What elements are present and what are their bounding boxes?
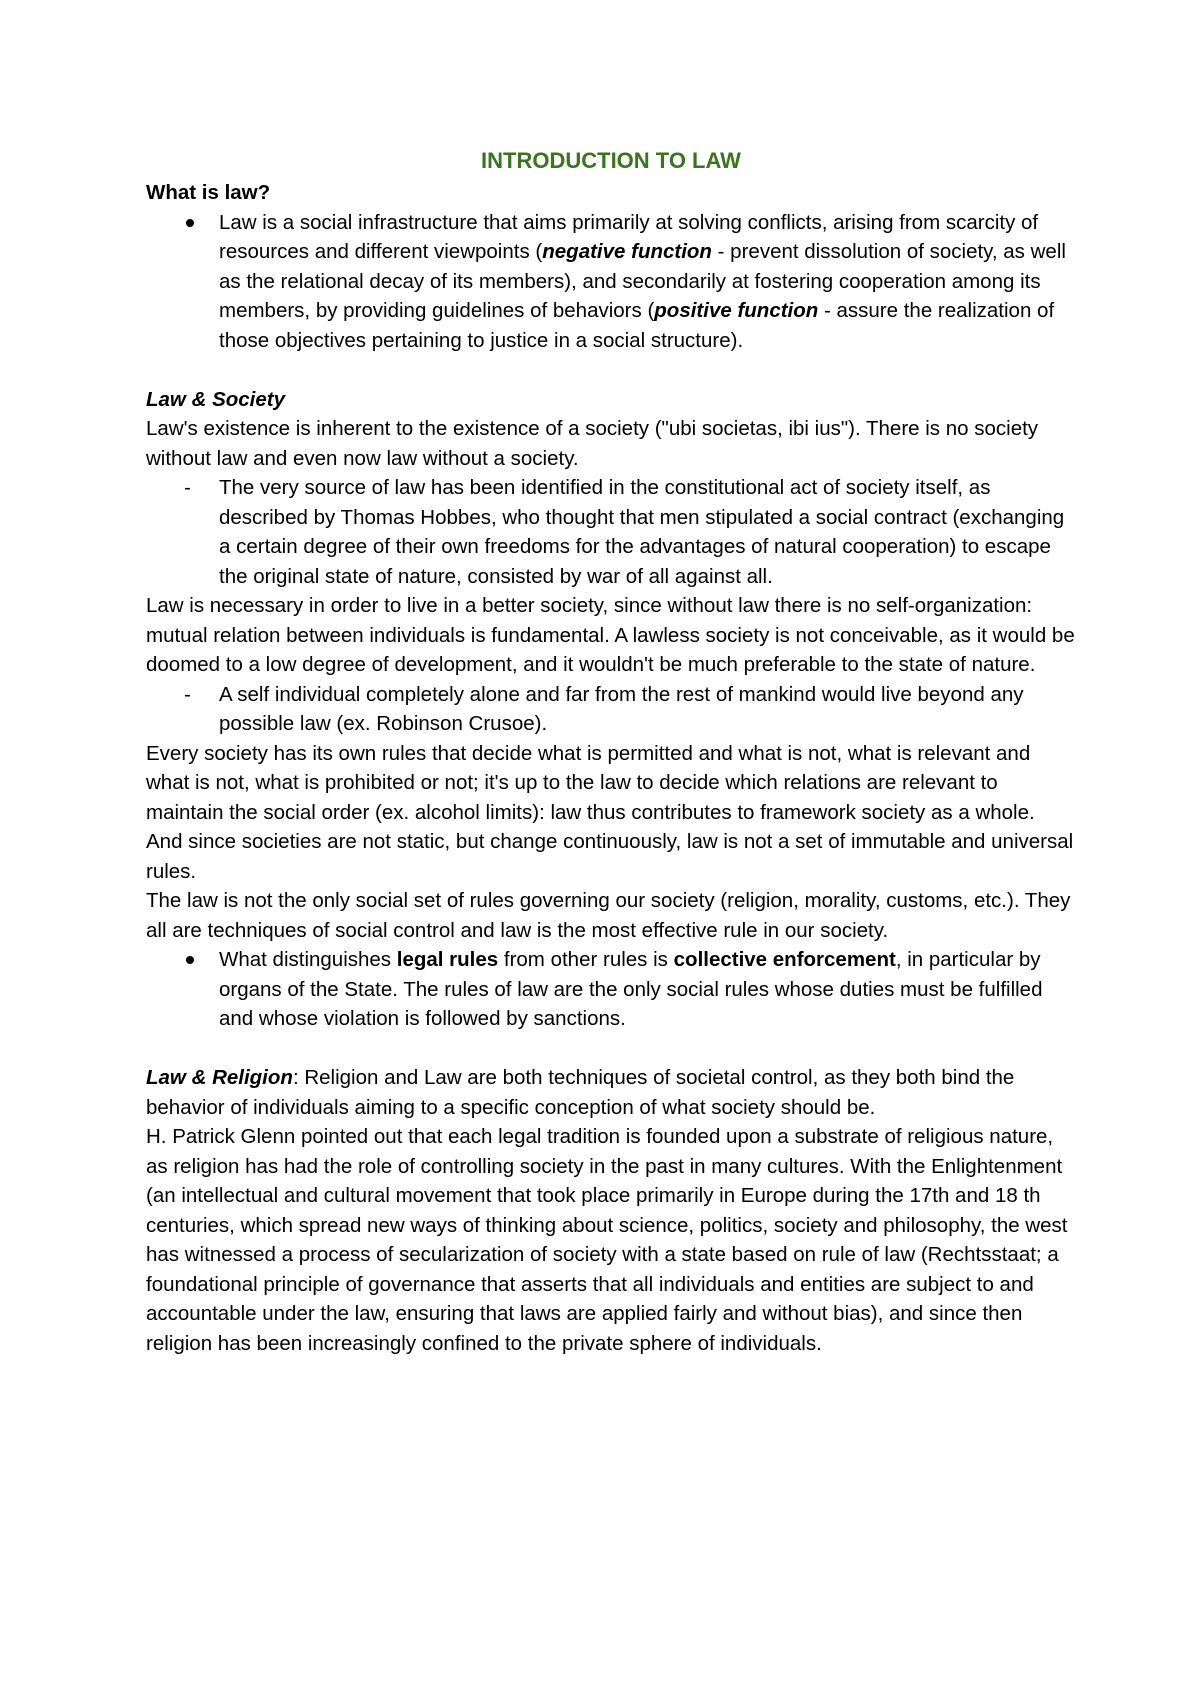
page-title: INTRODUCTION TO LAW xyxy=(481,148,741,173)
spacer xyxy=(146,355,1076,385)
paragraph xyxy=(146,1063,1076,1122)
text-run: - assure the realization of those objectives pertaining to justice in a social structure). xyxy=(219,299,1055,352)
paragraph: And since societies are not static, but change continuously, law is not a set of immutable and universal rules. xyxy=(146,830,1074,883)
text-run: What distinguishes xyxy=(219,948,397,971)
list-item xyxy=(146,945,1076,1034)
list-item xyxy=(146,208,1076,356)
text-run: A self individual completely alone and far from the rest of mankind would live beyond any possible law (ex. Robinson Crusoe). xyxy=(219,682,1024,735)
section-heading-law-religion: Law & Religion xyxy=(146,1066,293,1089)
section-heading-law-society: Law & Society xyxy=(146,387,285,411)
paragraph: Law is necessary in order to live in a better society, since without law there is no self-organization: mutual relation between individuals is fundamental. A lawless society is not conceivable, as it would be doomed to a low degree of development, and it wouldn't be much preferable to the state of nature. xyxy=(146,594,1075,676)
text-run: from other rules is xyxy=(498,948,674,971)
document-body xyxy=(146,146,1076,1358)
emphasis-negative-function: negative function xyxy=(542,240,712,263)
list-item xyxy=(146,680,1076,739)
text-run: Law is a social infrastructure that aims primarily at solving conflicts, arising from scarcity of resources and different viewpoints ( xyxy=(219,210,1039,263)
emphasis-collective-enforcement: collective enforcement xyxy=(673,948,896,971)
text-run: The very source of law has been identified in the constitutional act of society itself, as described by Thomas Hobbes, who thought that men stipulated a social contract (exchanging a certain degree of their own freedoms for the advantages of natural cooperation) to escape the original state of nature, consisted by war of all against all. xyxy=(219,476,1065,588)
emphasis-legal-rules: legal rules xyxy=(396,948,499,971)
paragraph: The law is not the only social set of rules governing our society (religion, morality, customs, etc.). They all are techniques of social control and law is the most effective rule in our society. xyxy=(146,889,1071,942)
section-heading-what-is-law: What is law? xyxy=(146,181,271,204)
bullet-icon xyxy=(186,219,194,227)
paragraph: Law's existence is inherent to the existence of a society ("ubi societas, ibi ius"). There is no society without law and even now law without a society. xyxy=(146,417,1039,470)
dash-icon: - xyxy=(184,682,191,706)
dash-icon: - xyxy=(184,476,191,499)
spacer xyxy=(146,1034,1076,1064)
text-run: , in particular by organs of the State. The rules of law are the only social rules whose duties must be fulfilled and whose violation is followed by sanctions. xyxy=(219,948,1043,1030)
paragraph: Every society has its own rules that decide what is permitted and what is not, what is relevant and what is not, what is prohibited or not; it's up to the law to decide which relations are relevant to maintain the social order (ex. alcohol limits): law thus contributes to framework society as a whole. xyxy=(146,741,1035,824)
bullet-icon xyxy=(186,956,194,964)
text-run: : Religion and Law are both techniques of societal control, as they both bind the behavior of individuals aiming to a specific conception of what society should be. xyxy=(146,1066,1015,1119)
text-run: - prevent dissolution of society, as well as the relational decay of its members), and secondarily at fostering cooperation among its members, by providing guidelines of behaviors ( xyxy=(219,240,1066,322)
list-item xyxy=(146,473,1076,591)
emphasis-positive-function: positive function xyxy=(654,299,819,322)
paragraph: H. Patrick Glenn pointed out that each legal tradition is founded upon a substrate of religious nature, as religion has had the role of controlling society in the past in many cultures. With the Enlightenment (an intellectual and cultural movement that took place primarily in Europe during the 17th and 18 th centuries, which spread new ways of thinking about science, politics, society and philosophy, the west has witnessed a process of secularization of society with a state based on rule of law (Rechtsstaat; a foundational principle of governance that asserts that all individuals and entities are subject to and accountable under the law, ensuring that laws are applied fairly and without bias), and since then religion has been increasingly confined to the private sphere of individuals. xyxy=(146,1125,1068,1355)
